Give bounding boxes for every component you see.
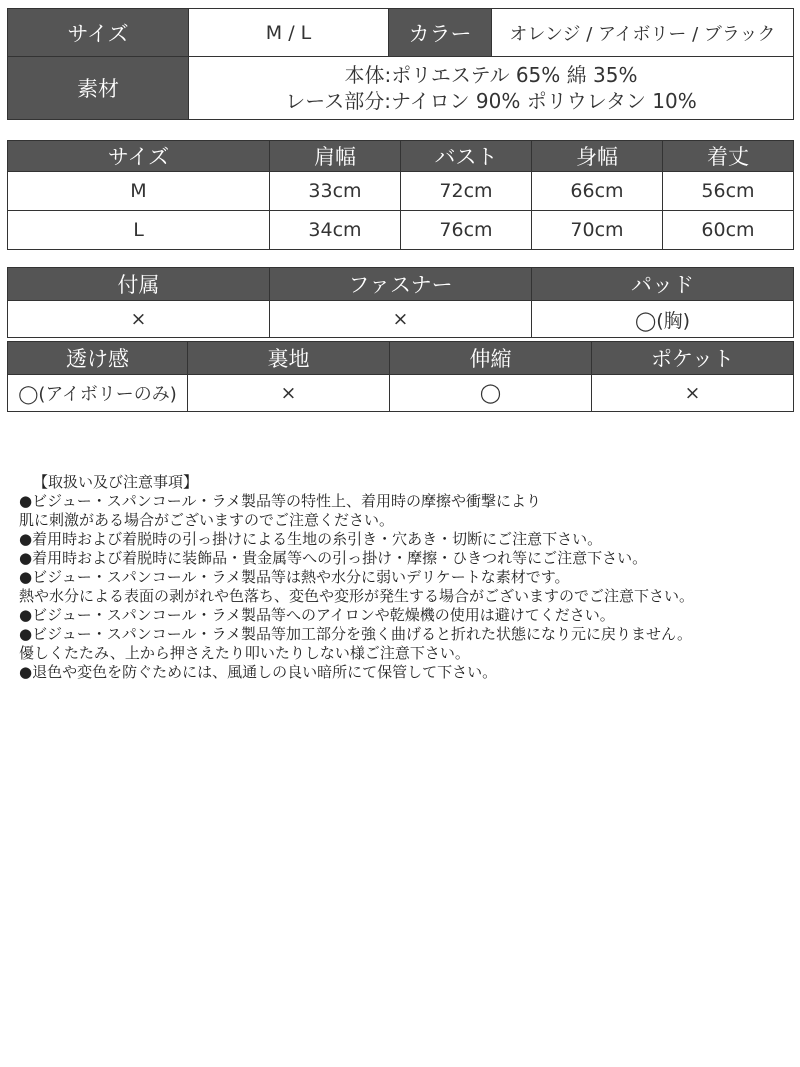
color-label: カラー [389,9,492,57]
pocket-value: × [592,375,794,412]
pad-header: パッド [532,268,794,301]
material-label: 素材 [8,57,189,120]
sheerness-header: 透け感 [8,342,188,375]
note-line: ●退色や変色を防ぐためには、風通しの良い暗所にて保管して下さい。 [19,663,498,681]
color-value: オレンジ / アイボリー / ブラック [492,9,794,57]
material-line-lace: レース部分:ナイロン 90% ポリウレタン 10% [285,89,697,113]
material-value [189,57,794,120]
shoulder-cell: 33cm [270,172,401,211]
care-notes [19,473,793,682]
shoulder-cell: 34cm [270,211,401,250]
pocket-header: ポケット [592,342,794,375]
width-cell: 66cm [532,172,663,211]
sheerness-value: ◯(アイボリーのみ) [8,375,188,412]
note-line: ●着用時および着脱時の引っ掛けによる生地の糸引き・穴あき・切断にご注意下さい。 [19,530,603,548]
size-cell: L [8,211,270,250]
size-cell: M [8,172,270,211]
stretch-value: ◯ [390,375,592,412]
size-chart-header-shoulder: 肩幅 [270,141,401,172]
size-value: M / L [189,9,389,57]
stretch-header: 伸縮 [390,342,592,375]
product-info-table [7,8,794,120]
width-cell: 70cm [532,211,663,250]
pad-value: ◯(胸) [532,301,794,338]
lining-header: 裏地 [188,342,390,375]
note-line: ●ビジュー・スパンコール・ラメ製品等の特性上、着用時の摩擦や衝撃により [19,492,542,510]
size-chart-header-width: 身幅 [532,141,663,172]
size-chart-header-size: サイズ [8,141,270,172]
lining-value: × [188,375,390,412]
bust-cell: 72cm [401,172,532,211]
note-line: ●着用時および着脱時に装飾品・貴金属等への引っ掛け・摩擦・ひきつれ等にご注意下さい。 [19,549,648,567]
length-cell: 60cm [663,211,794,250]
accessory-value: × [8,301,270,338]
options-table-2 [7,341,794,412]
bust-cell: 76cm [401,211,532,250]
accessory-header: 付属 [8,268,270,301]
options-table-1 [7,267,794,338]
size-chart-table [7,140,794,250]
table-row [8,172,794,211]
table-row [8,211,794,250]
size-chart-header-length: 着丈 [663,141,794,172]
note-line: ●ビジュー・スパンコール・ラメ製品等は熱や水分に弱いデリケートな素材です。 [19,568,570,586]
note-line: ●ビジュー・スパンコール・ラメ製品等へのアイロンや乾燥機の使用は避けてください。 [19,606,615,624]
note-line: ●ビジュー・スパンコール・ラメ製品等加工部分を強く曲げると折れた状態になり元に戻りません。 [19,625,692,643]
size-chart-header-bust: バスト [401,141,532,172]
zipper-header: ファスナー [270,268,532,301]
material-line-body: 本体:ポリエステル 65% 綿 35% [344,63,638,87]
size-label: サイズ [8,9,189,57]
note-line: 肌に刺激がある場合がございますのでご注意ください。 [19,511,395,529]
note-line: 熱や水分による表面の剥がれや色落ち、変色や変形が発生する場合がございますのでご注意下さい。 [19,587,695,605]
zipper-value: × [270,301,532,338]
note-line: 優しくたたみ、上から押さえたり叩いたりしない様ご注意下さい。 [19,644,470,662]
care-notes-title: 【取扱い及び注意事項】 [33,473,199,491]
length-cell: 56cm [663,172,794,211]
